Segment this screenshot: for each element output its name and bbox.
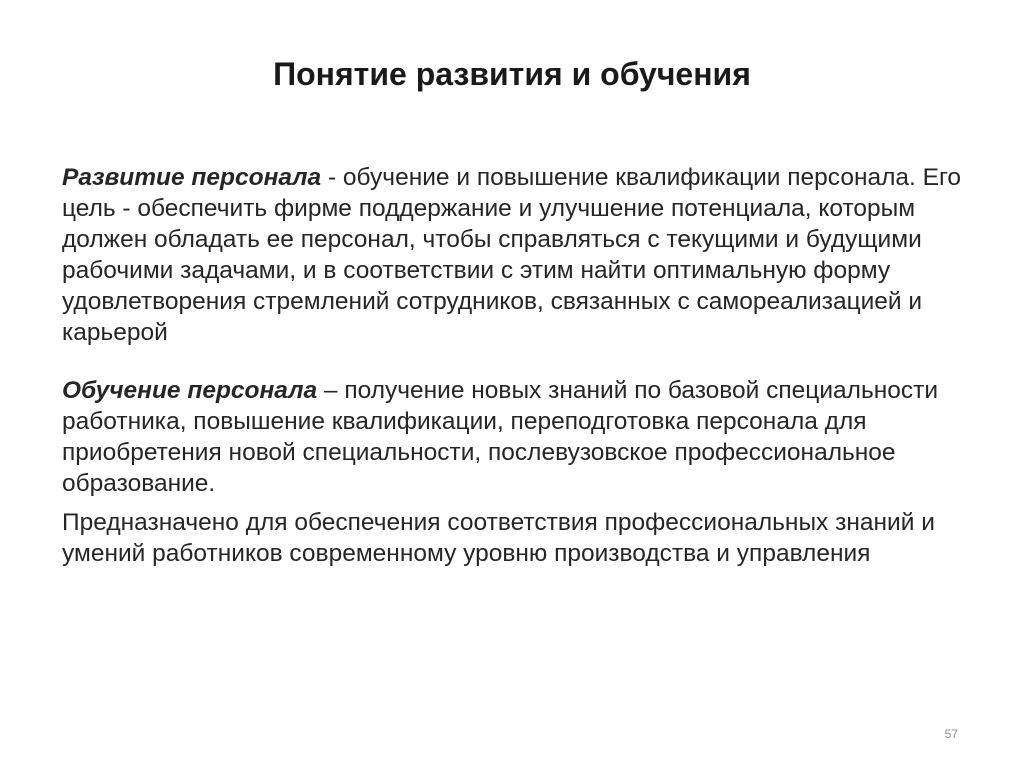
paragraph-personnel-training <box>62 375 962 499</box>
definition-personnel-training: – получение новых знаний по базовой специальности работника, повышение квалификации, переподготовка персонала для приобретения новой специальности, послевузовское профессиональное образование. <box>62 377 939 497</box>
term-personnel-development: Развитие персонала <box>62 164 322 191</box>
definition-personnel-development: - обучение и повышение квалификации персонала. Его цель - обеспечить фирме поддержание и улучшение потенциала, которым должен обладать ее персонал, чтобы справляться с текущими и будущими рабочими задачами, и в соответствии с этим найти оптимальную форму удовлетворения стремлений сотрудников, связанных с самореализацией и карьерой <box>62 164 962 346</box>
term-personnel-training: Обучение персонала <box>62 377 318 404</box>
slide-title: Понятие развития и обучения <box>273 56 751 92</box>
paragraph-personnel-development <box>62 162 962 348</box>
slide-content <box>62 162 962 569</box>
page-number: 57 <box>944 727 958 741</box>
paragraph-training-purpose: Предназначено для обеспечения соответствия профессиональных знаний и умений работников современному уровню производства и управления <box>62 509 935 567</box>
